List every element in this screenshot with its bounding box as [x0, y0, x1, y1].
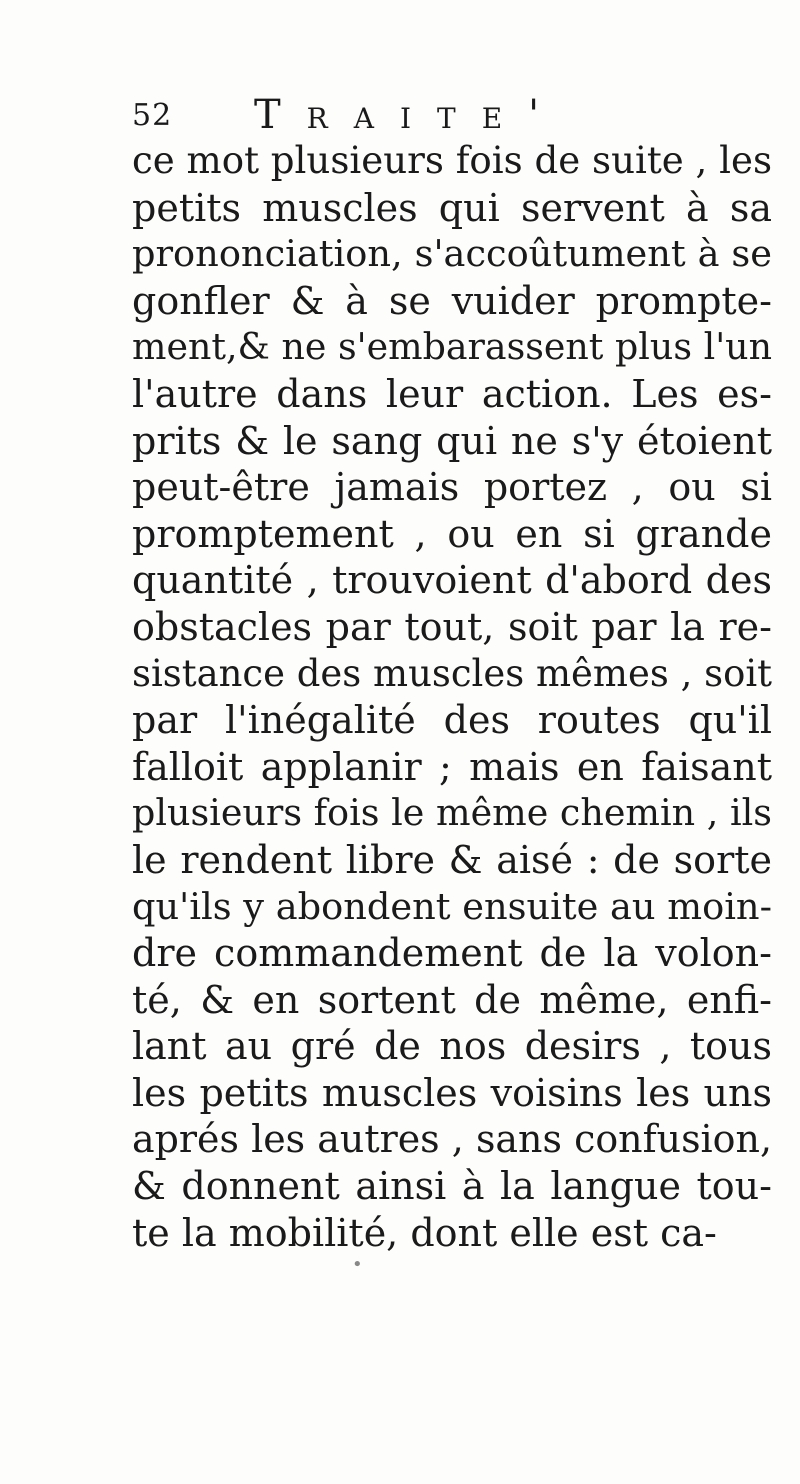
- text-line: prononciation, s'accoûtument à se: [132, 232, 772, 276]
- page-header: [132, 92, 752, 142]
- text-line: ce mot plusieurs fois de suite , les: [132, 139, 772, 182]
- text-line: ment,& ne s'embarassent plus l'un: [132, 325, 772, 369]
- text-line: & donnent ainsi à la langue tou-: [132, 1164, 772, 1209]
- text-line: te la mobilité, dont elle est ca-: [132, 1210, 717, 1255]
- text-line: falloit applanir ; mais en faisant: [132, 744, 772, 789]
- text-line: dre commandement de la volon-: [132, 931, 772, 976]
- text-line: sistance des muscles mêmes , soit: [132, 651, 772, 695]
- text-line: petits muscles qui servent à sa: [132, 185, 772, 230]
- text-line: quantité , trouvoient d'abord des: [132, 558, 772, 603]
- text-line: prits & le sang qui ne s'y étoient: [132, 418, 772, 463]
- text-line: té, & en sortent de même, enfi-: [132, 977, 772, 1022]
- text-line: aprés les autres , sans confusion,: [132, 1117, 772, 1162]
- ink-mark: •: [352, 1254, 363, 1275]
- text-line: l'autre dans leur action. Les es-: [132, 371, 772, 416]
- text-line: obstacles par tout, soit par la re-: [132, 604, 772, 649]
- text-line: plusieurs fois le même chemin , ils: [132, 791, 772, 835]
- body-text: [132, 138, 772, 1256]
- text-line: gonfler & à se vuider prompte-: [132, 278, 772, 323]
- text-line: le rendent libre & aisé : de sorte: [132, 837, 772, 882]
- text-line: promptement , ou en si grande: [132, 511, 772, 556]
- text-line: lant au gré de nos desirs , tous: [132, 1024, 772, 1069]
- text-line: les petits muscles voisins les uns: [132, 1070, 772, 1115]
- text-line: par l'inégalité des routes qu'il: [132, 698, 772, 743]
- running-title: Traite': [254, 92, 566, 138]
- page-number: 52: [132, 98, 173, 133]
- text-line: qu'ils y abondent ensuite au moin-: [132, 884, 772, 928]
- text-line: peut-être jamais portez , ou si: [132, 465, 772, 510]
